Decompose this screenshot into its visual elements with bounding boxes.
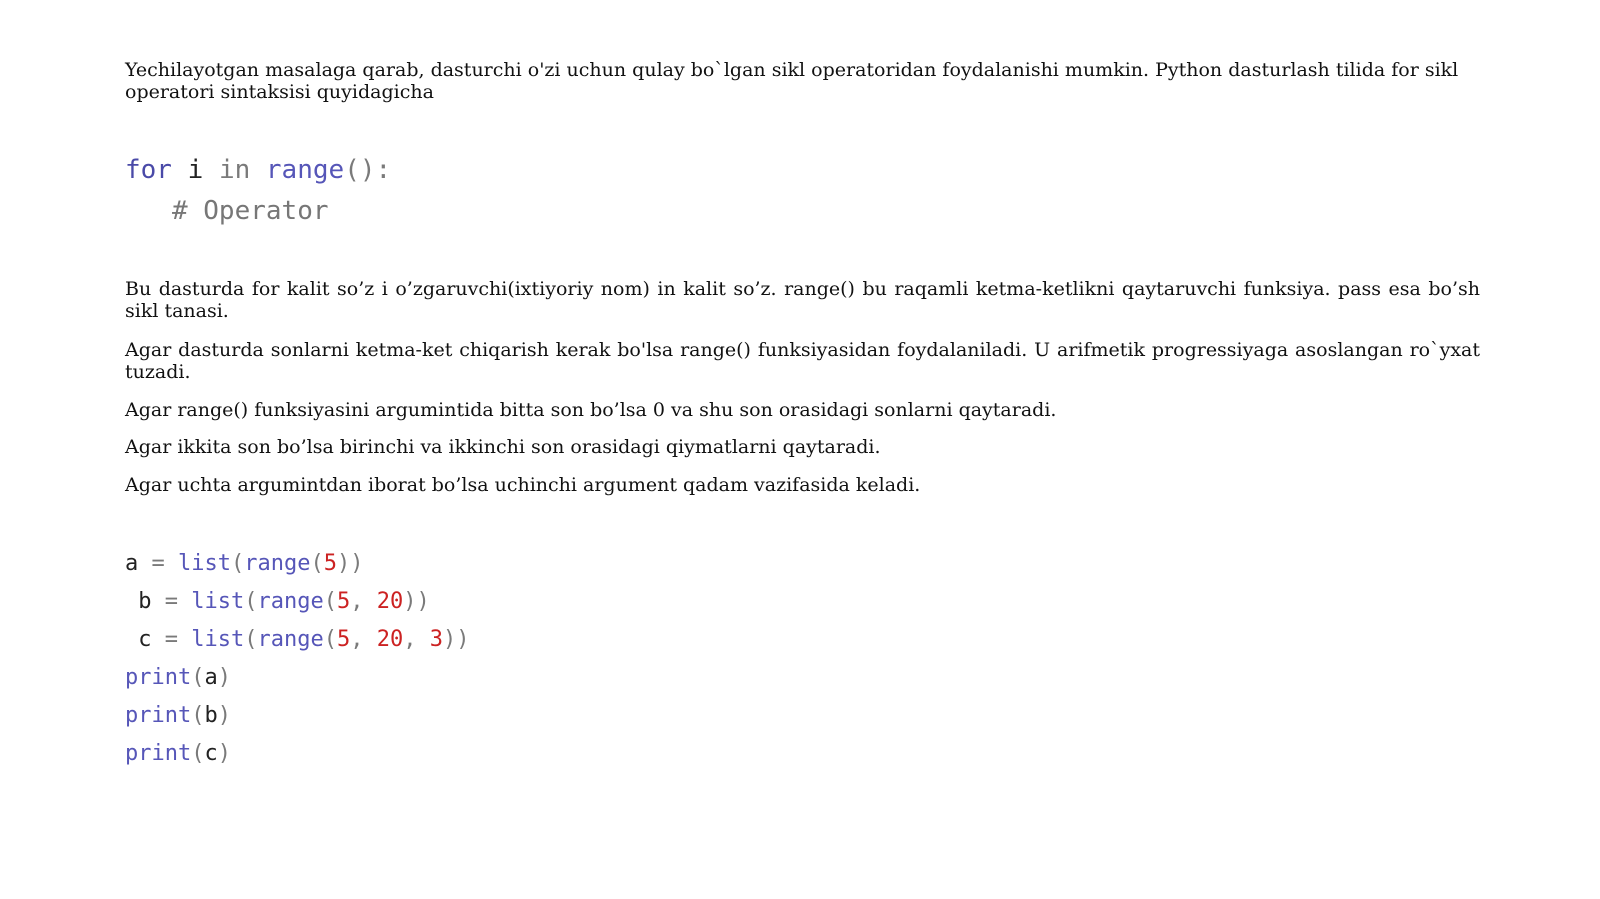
code-separator: , bbox=[403, 627, 430, 652]
code-punctuation: (): bbox=[344, 155, 392, 185]
keyword-for: for bbox=[125, 155, 172, 185]
code-comment: # Operator bbox=[171, 196, 329, 226]
variable-b: b bbox=[138, 589, 152, 614]
code-line-print-c bbox=[125, 735, 469, 773]
code-indent bbox=[125, 627, 138, 652]
code-paren: ) bbox=[217, 665, 231, 690]
code-paren: ( bbox=[191, 741, 205, 766]
code-line-b bbox=[125, 583, 469, 621]
function-list: list bbox=[191, 589, 245, 614]
code-separator: , bbox=[350, 589, 377, 614]
code-paren: ) bbox=[217, 703, 231, 728]
function-list: list bbox=[191, 627, 245, 652]
code-paren: ( bbox=[230, 551, 245, 576]
code-paren: ( bbox=[310, 551, 324, 576]
code-paren: ( bbox=[244, 627, 258, 652]
code-line-comment bbox=[125, 191, 391, 232]
code-paren: ( bbox=[191, 665, 205, 690]
function-range: range bbox=[257, 627, 324, 652]
code-paren: ) bbox=[217, 741, 231, 766]
code-separator: , bbox=[350, 627, 377, 652]
print-argument: a bbox=[204, 665, 218, 690]
paragraph-two-arguments: Agar ikkita son bo’lsa birinchi va ikkinchi son orasidagi qiymatlarni qaytaradi. bbox=[125, 436, 881, 458]
function-print: print bbox=[125, 741, 192, 766]
code-line-print-b bbox=[125, 697, 469, 735]
code-indent bbox=[125, 589, 138, 614]
loop-variable: i bbox=[171, 155, 219, 185]
function-list: list bbox=[178, 551, 231, 576]
function-range: range bbox=[257, 589, 324, 614]
range-example-code-block bbox=[125, 545, 469, 773]
for-loop-code-block bbox=[125, 150, 391, 232]
function-print: print bbox=[125, 665, 192, 690]
intro-paragraph: Yechilayotgan masalaga qarab, dasturchi o'zi uchun qulay bo`lgan sikl operatoridan foydalanishi mumkin. Python dasturlash tilida for sikl operatori sintaksisi quyidagicha bbox=[125, 59, 1459, 103]
code-line-c bbox=[125, 621, 469, 659]
number-literal: 3 bbox=[429, 627, 443, 652]
code-operator: = bbox=[151, 627, 192, 652]
function-range: range bbox=[244, 551, 311, 576]
number-literal: 20 bbox=[376, 589, 404, 614]
function-range: range bbox=[265, 155, 345, 185]
print-argument: b bbox=[204, 703, 218, 728]
variable-c: c bbox=[138, 627, 152, 652]
number-literal: 20 bbox=[376, 627, 404, 652]
code-line-print-a bbox=[125, 659, 469, 697]
number-literal: 5 bbox=[336, 627, 351, 652]
code-operator: = bbox=[138, 551, 178, 576]
print-argument: c bbox=[204, 741, 218, 766]
code-line-a bbox=[125, 545, 469, 583]
keyword-in: in bbox=[218, 155, 251, 185]
code-paren: ( bbox=[323, 589, 337, 614]
variable-a: a bbox=[125, 551, 139, 576]
function-print: print bbox=[125, 703, 192, 728]
code-operator: = bbox=[151, 589, 192, 614]
paragraph-three-arguments: Agar uchta argumintdan iborat bo’lsa uchinchi argument qadam vazifasida keladi. bbox=[125, 474, 921, 496]
code-line-for bbox=[125, 150, 391, 191]
code-paren: )) bbox=[442, 627, 470, 652]
paragraph-one-argument: Agar range() funksiyasini argumintida bitta son bo’lsa 0 va shu son orasidagi sonlarni qaytaradi. bbox=[125, 399, 1057, 421]
code-space bbox=[250, 155, 266, 185]
number-literal: 5 bbox=[323, 551, 337, 576]
number-literal: 5 bbox=[336, 589, 351, 614]
paragraph-for-explanation: Bu dasturda for kalit so’z i o’zgaruvchi(ixtiyoriy nom) in kalit so’z. range() bu raqamli ketma-ketlikni qaytaruvchi funksiya. pass esa bo’sh sikl tanasi. bbox=[125, 278, 1480, 322]
code-paren: )) bbox=[403, 589, 430, 614]
code-paren: )) bbox=[336, 551, 364, 576]
code-indent bbox=[125, 196, 172, 226]
paragraph-range-usage: Agar dasturda sonlarni ketma-ket chiqarish kerak bo'lsa range() funksiyasidan foydalaniladi. U arifmetik progressiyaga asoslangan ro`yxat tuzadi. bbox=[125, 339, 1480, 383]
code-paren: ( bbox=[323, 627, 337, 652]
code-paren: ( bbox=[191, 703, 205, 728]
code-paren: ( bbox=[244, 589, 258, 614]
